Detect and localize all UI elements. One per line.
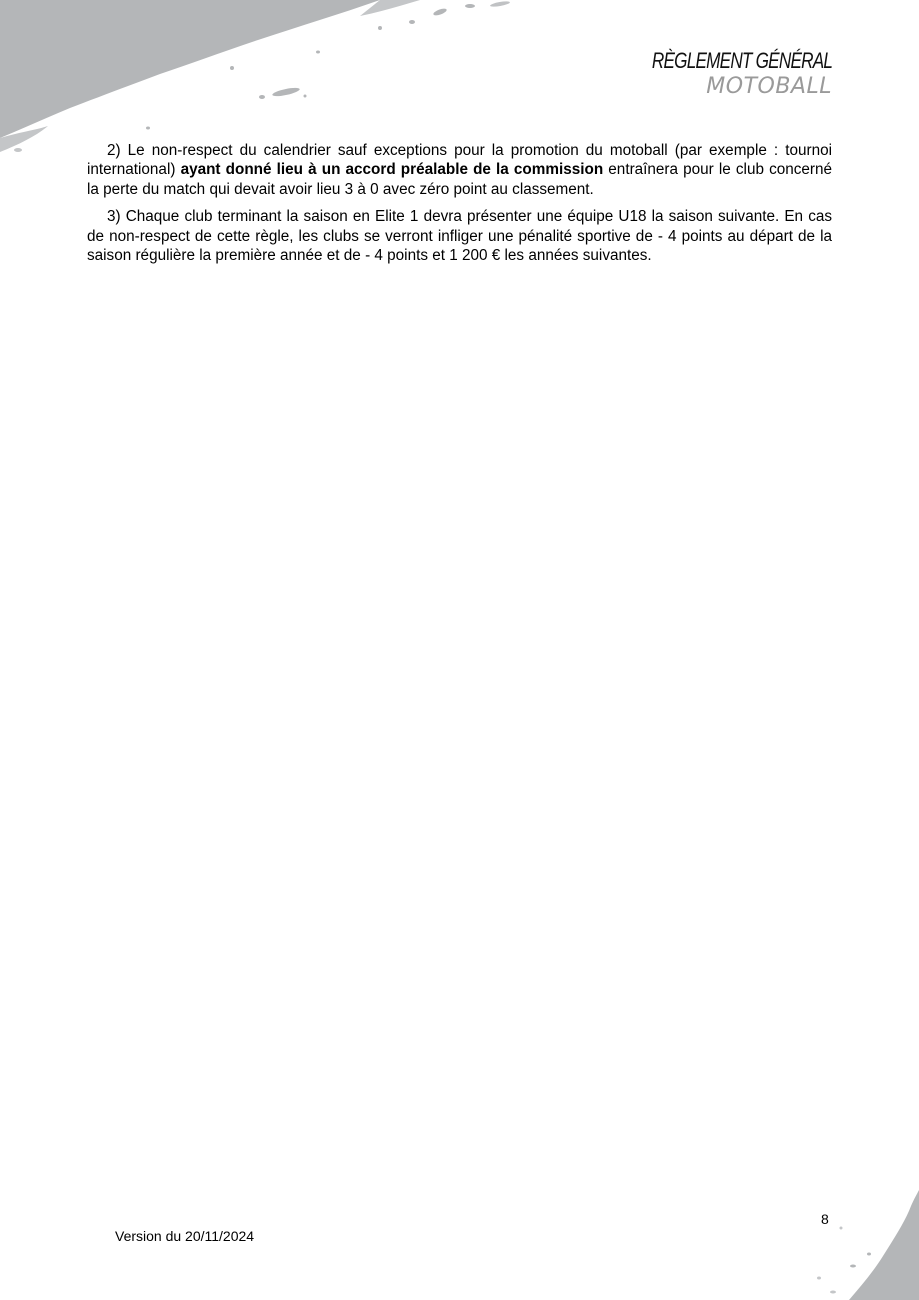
header-title: RÈGLEMENT GÉNÉRAL [651,48,832,73]
document-body [87,141,832,273]
document-header [601,50,832,98]
paragraph-2-text-start: 2) Le non-respect du calendrier sauf exceptions pour la promotion du motoball (par exemple : tournoi international) [87,142,832,179]
footer-brush-decoration [749,1190,919,1300]
paragraph-2 [87,141,832,199]
footer-version: Version du 20/11/2024 [115,1228,255,1244]
paragraph-2-bold-text: ayant donné lieu à un accord préalable de la commission [180,161,604,179]
header-subtitle: MOTOBALL [706,74,832,99]
page-number: 8 [821,1211,829,1227]
paragraph-2-text-end: entraînera pour le club concerné la perte du match qui devait avoir lieu 3 à 0 avec zéro point au classement. [87,161,833,198]
paragraph-3: 3) Chaque club terminant la saison en Elite 1 devra présenter une équipe U18 la saison suivante. En cas de non-respect de cette règle, les clubs se verront infliger une pénalité sportive de - 4 points au départ de la saison régulière la première année et de - 4 points et 1 200 € les années suivantes. [87,208,832,265]
